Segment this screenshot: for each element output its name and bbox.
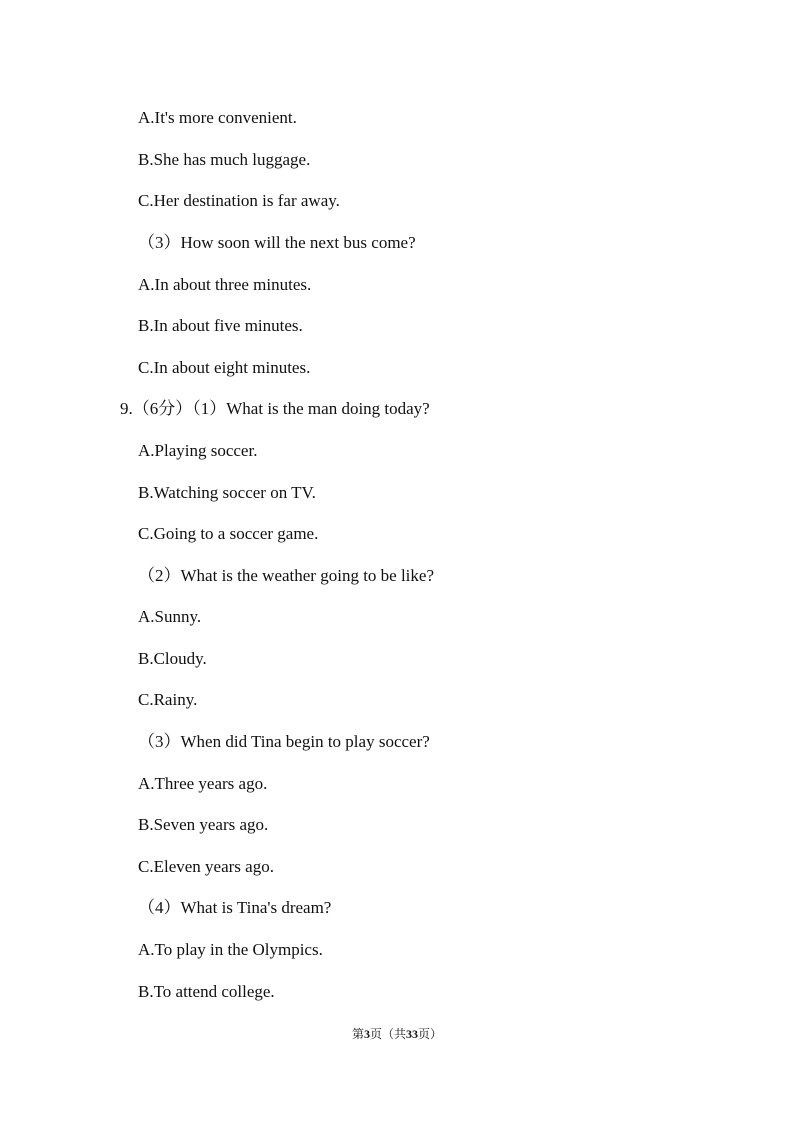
q9-sub2-option-b: B.Cloudy. bbox=[138, 649, 207, 668]
footer-middle: 页（共 bbox=[369, 1027, 406, 1041]
q9-sub3-option-c: C.Eleven years ago. bbox=[138, 857, 274, 876]
q9-sub2-question: （2）What is the weather going to be like? bbox=[138, 566, 434, 585]
q9-sub3-question: （3）When did Tina begin to play soccer? bbox=[138, 732, 430, 751]
q9-sub2-option-c: C.Rainy. bbox=[138, 690, 198, 709]
q8-sub2-option-a: A.It's more convenient. bbox=[138, 108, 297, 127]
q8-sub2-option-b: B.She has much luggage. bbox=[138, 150, 311, 169]
page-footer bbox=[0, 1026, 794, 1042]
q9-sub1-option-a: A.Playing soccer. bbox=[138, 441, 258, 460]
footer-page-number: 3 bbox=[363, 1027, 370, 1041]
q9-header: 9.（6分）（1）What is the man doing today? bbox=[120, 399, 430, 418]
q9-sub4-option-b: B.To attend college. bbox=[138, 982, 275, 1001]
q9-sub1-option-c: C.Going to a soccer game. bbox=[138, 524, 319, 543]
q9-sub2-option-a: A.Sunny. bbox=[138, 607, 202, 626]
q8-sub3-option-a: A.In about three minutes. bbox=[138, 275, 312, 294]
q8-sub3-option-c: C.In about eight minutes. bbox=[138, 358, 311, 377]
footer-prefix: 第 bbox=[351, 1027, 364, 1041]
footer-suffix: 页） bbox=[418, 1027, 443, 1041]
q8-sub3-question: （3）How soon will the next bus come? bbox=[138, 233, 416, 252]
q9-sub1-option-b: B.Watching soccer on TV. bbox=[138, 483, 316, 502]
footer-total-pages: 33 bbox=[406, 1027, 418, 1041]
q9-sub3-option-a: A.Three years ago. bbox=[138, 774, 268, 793]
q9-sub4-question: （4）What is Tina's dream? bbox=[138, 898, 332, 917]
q9-sub4-option-a: A.To play in the Olympics. bbox=[138, 940, 323, 959]
q9-sub3-option-b: B.Seven years ago. bbox=[138, 815, 269, 834]
q8-sub3-option-b: B.In about five minutes. bbox=[138, 316, 303, 335]
q8-sub2-option-c: C.Her destination is far away. bbox=[138, 191, 340, 210]
